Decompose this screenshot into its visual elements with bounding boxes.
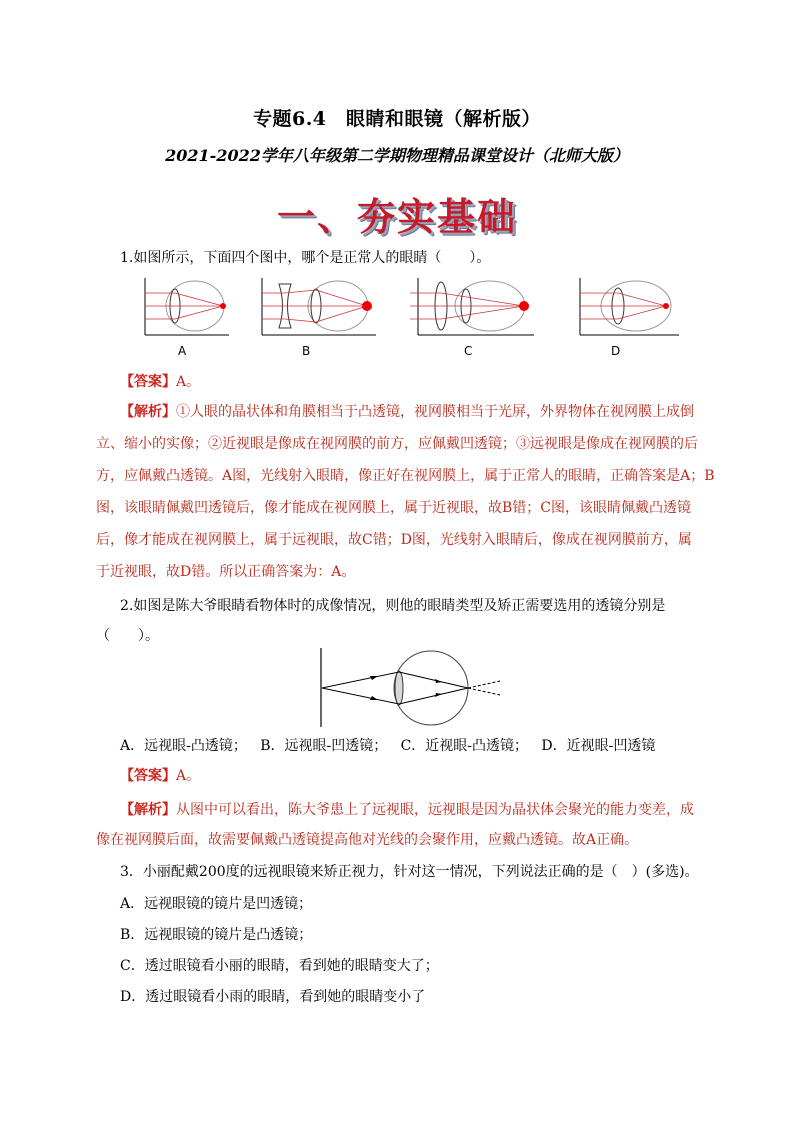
q3-option-d: D．透过眼镜看小雨的眼睛，看到她的眼睛变小了 (120, 989, 426, 1005)
analysis-tag: 【解析】 (120, 404, 176, 420)
q1-analysis-line: 图，该眼睛佩戴凹透镜后，像才能成在视网膜上，属于近视眼，故B错；C图，该眼睛佩戴凸透镜 (96, 500, 691, 516)
answer-text: A。 (176, 374, 201, 390)
analysis-tag: 【解析】 (120, 802, 176, 818)
q3-stem: 3．小丽配戴200度的远视眼镜来矫正视力，针对这一情况，下列说法正确的是（ ）(多选)。 (120, 864, 699, 880)
analysis-text: 从图中可以看出，陈大爷患上了远视眼，远视眼是因为晶状体会聚光的能力变差，成 (176, 802, 694, 818)
q3-option-a: A．远视眼镜的镜片是凹透镜； (120, 896, 313, 912)
q1-answer (120, 372, 706, 392)
q3-option-c: C．透过眼镜看小丽的眼睛，看到她的眼睛变大了； (120, 958, 439, 974)
answer-tag: 【答案】 (120, 374, 176, 390)
q1-figure-c (410, 278, 535, 336)
q2-analysis-line: 像在视网膜后面，故需要佩戴凸透镜提高他对光线的会聚作用，应戴凸透镜。故A正确。 (96, 832, 639, 848)
section-heading: 一、夯实基础 (276, 194, 517, 239)
q2-option-a: A．远视眼-凸透镜； (120, 738, 247, 754)
q1-label-b: B (302, 344, 311, 358)
q1-label-c: C (464, 344, 473, 358)
q1-analysis-line: 于近视眼，故D错。所以正确答案为：A。 (96, 564, 356, 580)
q1-figure-d (580, 278, 680, 336)
answer-tag: 【答案】 (120, 768, 176, 784)
analysis-text: ①人眼的晶状体和角膜相当于凸透镜，视网膜相当于光屏，外界物体在视网膜上成倒 (176, 404, 694, 420)
q2-option-d: D．近视眼-凹透镜 (541, 738, 656, 754)
q1-figure-b (262, 278, 377, 336)
q2-analysis-line (120, 800, 706, 820)
q2-stem: 2.如图是陈大爷眼睛看物体时的成像情况，则他的眼睛类型及矫正需要选用的透镜分别是 (120, 598, 666, 614)
q2-option-b: B．远视眼-凹透镜； (260, 738, 388, 754)
q2-option-c: C．近视眼-凸透镜； (400, 738, 529, 754)
q3-option-b: B．远视眼镜的镜片是凸透镜； (120, 927, 313, 943)
q2-figure-farsighted-eye (318, 648, 503, 728)
q1-analysis-line (120, 402, 706, 422)
answer-text: A。 (176, 768, 201, 784)
q1-stem: 1.如图所示，下面四个图中，哪个是正常人的眼睛（ ）。 (120, 250, 491, 266)
q2-answer (120, 766, 706, 786)
page-title: 专题6.4 眼睛和眼镜（解析版） (252, 108, 542, 130)
q2-stem-cont: （ ）。 (96, 628, 159, 644)
q1-label-a: A (178, 344, 187, 358)
page-subtitle: 2021-2022学年八年级第二学期物理精品课堂设计（北师大版） (165, 146, 629, 165)
q1-label-d: D (611, 344, 621, 358)
q1-analysis-line: 后，像才能成在视网膜上，属于远视眼，故C错；D图，光线射入眼睛后，像成在视网膜前方，属 (96, 532, 692, 548)
q1-analysis-line: 方，应佩戴凸透镜。A图，光线射入眼睛，像正好在视网膜上，属于正常人的眼睛，正确答案是A；B (96, 468, 715, 484)
q2-options (120, 736, 706, 756)
q1-figure-a (145, 278, 230, 336)
q1-analysis-line: 立、缩小的实像；②近视眼是像成在视网膜的前方，应佩戴凹透镜；③远视眼是像成在视网膜的后 (96, 436, 698, 452)
